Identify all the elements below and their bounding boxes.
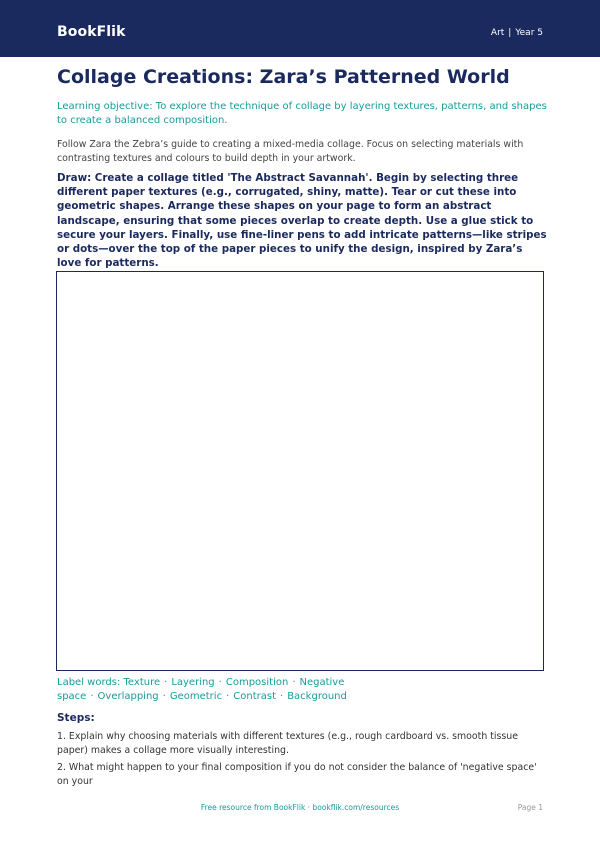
footer-credit[interactable]: Free resource from BookFlik · bookflik.com/resources <box>200 803 400 812</box>
drawing-area[interactable] <box>56 271 544 671</box>
label-word: Contrast <box>233 690 276 702</box>
label-word: Layering <box>171 677 215 688</box>
page-number: Page 1 <box>517 803 543 812</box>
intro-text: Follow Zara the Zebra’s guide to creating a mixed-media collage. Focus on selecting materials with contrasting textures and colours to build depth in your artwork. <box>57 139 524 164</box>
label-word: Negative space <box>57 677 345 702</box>
label-words <box>57 676 527 703</box>
label-word: Overlapping <box>97 690 159 702</box>
brand-logo[interactable]: BookFlik <box>57 24 126 40</box>
page-header <box>0 0 600 57</box>
steps-heading: Steps: <box>57 712 95 724</box>
label-word: Background <box>287 690 347 702</box>
label-separator: · <box>280 690 284 702</box>
label-word: Composition <box>225 677 289 688</box>
subject-meta <box>491 28 543 38</box>
meta-separator: | <box>508 28 512 38</box>
step-item: 1. Explain why choosing materials with different textures (e.g., rough cardboard vs. smooth tissue paper) makes a collage more visually interesting. <box>57 731 518 756</box>
year-label: Year 5 <box>515 28 543 38</box>
subject-label: Art <box>490 28 505 38</box>
step-item: 2. What might happen to your final composition if you do not consider the balance of 'negative space' on your <box>57 762 537 787</box>
label-separator: · <box>218 677 222 688</box>
steps-list <box>57 730 547 792</box>
label-words-prefix: Label words: <box>57 677 121 688</box>
learning-objective: Learning objective: To explore the technique of collage by layering textures, patterns, and shapes to create a balanced composition. <box>57 101 547 126</box>
draw-task: Draw: Create a collage titled 'The Abstract Savannah'. Begin by selecting three different paper textures (e.g., corrugated, shiny, matte). Tear or cut these into geometric shapes. Arrange these shapes on your page to form an abstract landscape, ensuring that some pieces overlap to create depth. Use a glue stick to secure your layers. Finally, use fine-liner pens to add intricate patterns—like stripes or dots—over the top of the paper pieces to unify the design, inspired by Zara’s love for patterns. <box>57 172 547 270</box>
label-word: Texture <box>123 677 161 688</box>
label-separator: · <box>226 690 230 702</box>
label-separator: · <box>292 677 296 688</box>
label-separator: · <box>162 690 166 702</box>
label-separator: · <box>164 677 168 688</box>
page-title: Collage Creations: Zara’s Patterned World <box>57 66 510 88</box>
label-word: Geometric <box>169 690 223 702</box>
label-separator: · <box>90 690 94 702</box>
